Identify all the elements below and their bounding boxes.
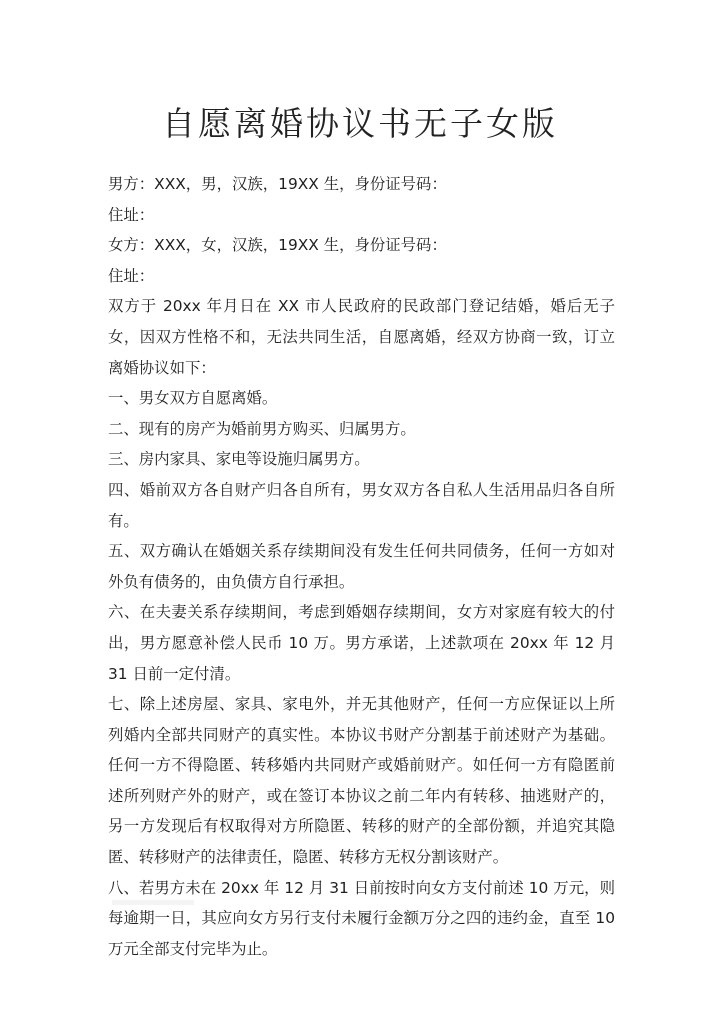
party-male-info: 男方：XXX，男，汉族，19XX 生，身份证号码： — [108, 175, 447, 193]
clause-6: 六、在夫妻关系存续期间，考虑到婚姻存续期间，女方对家庭有较大的付出，男方愿意补偿人民币 10 万。男方承诺，上述款项在 20xx 年 12 月 31 日前一定付清。 — [108, 603, 615, 683]
faint-scan-artifact — [112, 900, 194, 905]
clause-3: 三、房内家具、家电等设施归属男方。 — [108, 450, 370, 469]
clause-7: 七、除上述房屋、家具、家电外，并无其他财产，任何一方应保证以上所列婚内全部共同财产的真实性。本协议书财产分割基于前述财产为基础。任何一方不得隐匿、转移婚内共同财产或婚前财产。如任何一方有隐匿前述所列财产外的财产，或在签订本协议之前二年内有转移、抽逃财产的，另一方发现后有权取得对方所隐匿、转移的财产的全部份额，并追究其隐匿、转移财产的法律责任，隐匿、转移方无权分割该财产。 — [108, 695, 615, 867]
party-female-info: 女方：XXX，女，汉族，19XX 生，身份证号码： — [108, 236, 447, 255]
party-male-address: 住址： — [108, 205, 155, 224]
clause-2: 二、现有的房产为婚前男方购买、归属男方。 — [108, 419, 416, 438]
clause-4: 四、婚前双方各自财产归各自所有，男女双方各自私人生活用品归各自所有。 — [108, 480, 615, 530]
preamble-paragraph: 双方于 20xx 年月日在 XX 市人民政府的民政部门登记结婚，婚后无子女，因双方性格不和，无法共同生活，自愿离婚，经双方协商一致，订立离婚协议如下： — [108, 297, 615, 377]
clause-8: 八、若男方未在 20xx 年 12 月 31 日前按时向女方支付前述 10 万元，则每逾期一日，其应向女方另行支付未履行金额万分之四的违约金，直至 10 万元全部支付完毕为止。 — [108, 878, 615, 958]
document-title: 自愿离婚协议书无子女版 — [162, 104, 558, 143]
clause-1: 一、男女双方自愿离婚。 — [108, 389, 278, 408]
party-female-address: 住址： — [108, 266, 155, 285]
clause-5: 五、双方确认在婚姻关系存续期间没有发生任何共同债务，任何一方如对外负有债务的，由负债方自行承担。 — [108, 542, 615, 591]
document-body — [108, 169, 615, 964]
